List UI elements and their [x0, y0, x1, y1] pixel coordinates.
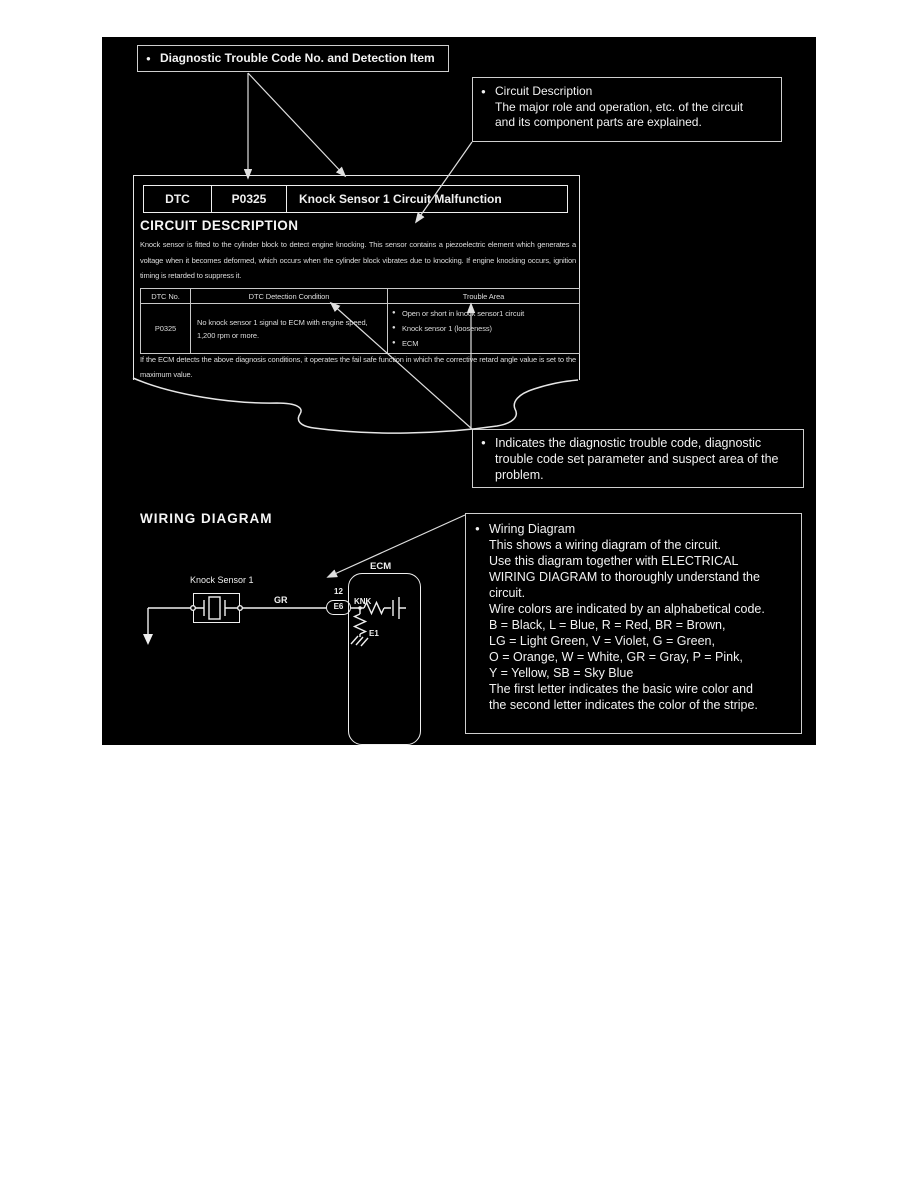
circuit-description-heading: CIRCUIT DESCRIPTION	[140, 218, 299, 233]
bullet-icon: ●	[475, 524, 480, 533]
callout-wiring	[465, 513, 802, 734]
callout-wiring-line: Y = Yellow, SB = Sky Blue	[489, 666, 634, 680]
bullet-icon: ●	[481, 438, 486, 447]
ground-arrow-icon	[143, 634, 153, 645]
callout-wiring-line: Use this diagram together with ELECTRICAL	[489, 554, 739, 568]
callout-circuit-line1: The major role and operation, etc. of the circuit	[495, 99, 744, 114]
callout-wiring-line: Wire colors are indicated by an alphabetical code.	[489, 602, 765, 616]
ecm-box	[348, 573, 421, 745]
wire-left	[148, 608, 193, 634]
dtc-table-cell-no: P0325	[141, 304, 191, 354]
knock-sensor-symbol	[193, 593, 240, 623]
callout-dtc-item	[137, 45, 449, 72]
dtc-banner-label: DTC	[144, 186, 212, 212]
callout-circuit-line2: and its component parts are explained.	[495, 115, 702, 129]
callout-wiring-line: B = Black, L = Blue, R = Red, BR = Brown,	[489, 618, 726, 632]
dtc-table-header-no: DTC No.	[141, 289, 191, 304]
dtc-table	[140, 288, 580, 354]
callout-wiring-line: circuit.	[489, 586, 526, 600]
bullet-icon: ●	[392, 340, 396, 346]
fail-safe-note: If the ECM detects the above diagnosis conditions, it operates the fail safe function in which the corrective retard angle value is set to the maximum value.	[140, 355, 576, 379]
callout-wiring-line: This shows a wiring diagram of the circuit.	[489, 538, 722, 552]
connector-e6: E6	[326, 600, 351, 615]
callout-circuit-description	[472, 77, 782, 142]
manual-page-canvas	[102, 37, 816, 745]
dtc-banner-title: Knock Sensor 1 Circuit Malfunction	[299, 192, 502, 206]
callout-wiring-line: the second letter indicates the color of the stripe.	[489, 698, 758, 712]
wire-color-label: GR	[274, 595, 288, 605]
callout-dtc-item-text: Diagnostic Trouble Code No. and Detection Item	[160, 51, 435, 65]
wiring-diagram-heading: WIRING DIAGRAM	[140, 511, 273, 526]
dtc-banner-code: P0325	[212, 186, 287, 212]
trouble-area-item: Open or short in knock sensor1 circuit	[402, 309, 525, 318]
torn-page-edge	[133, 378, 578, 433]
dtc-banner	[143, 185, 568, 213]
bullet-icon: ●	[392, 325, 396, 331]
bullet-icon: ●	[146, 54, 151, 63]
callout-wiring-line: LG = Light Green, V = Violet, G = Green,	[489, 634, 715, 648]
callout-wiring-title: Wiring Diagram	[489, 522, 576, 536]
dtc-table-cell-trouble	[388, 304, 580, 354]
dtc-table-header-condition: DTC Detection Condition	[191, 289, 388, 304]
callout-wiring-line: WIRING DIAGRAM to thoroughly understand the	[489, 570, 760, 584]
callout-wiring-line: The first letter indicates the basic wire color and	[489, 682, 754, 696]
dtc-table-cell-condition: No knock sensor 1 signal to ECM with engine speed, 1,200 rpm or more.	[191, 304, 388, 354]
trouble-area-item: Knock sensor 1 (looseness)	[402, 324, 492, 333]
bullet-icon: ●	[392, 310, 396, 316]
arrow-wiring-to-ecm	[328, 515, 465, 577]
trouble-area-item: ECM	[402, 339, 419, 348]
callout-wiring-line: O = Orange, W = White, GR = Gray, P = Pink,	[489, 650, 743, 664]
terminal-knk-label: KNK	[354, 597, 372, 606]
circuit-description-body: Knock sensor is fitted to the cylinder block to detect engine knocking. This sensor contains a piezoelectric element which generates a voltage when it becomes deformed, which occurs when the cylinder block vibrates due to knocking. If engine knocking occurs, ignition timing is retarded to suppress it.	[140, 240, 576, 280]
ecm-label: ECM	[370, 561, 392, 572]
callout-circuit-title: Circuit Description	[495, 84, 593, 98]
dtc-table-header-row	[141, 289, 580, 304]
dtc-table-header-trouble: Trouble Area	[388, 289, 580, 304]
callout-indicates	[472, 429, 804, 488]
bullet-icon: ●	[481, 87, 486, 96]
ground-e1-label: E1	[369, 629, 379, 638]
knock-sensor-label: Knock Sensor 1	[190, 575, 254, 585]
arrow-dtc-to-title	[248, 73, 345, 176]
connector-pin-label: 12	[334, 587, 343, 596]
table-row	[141, 304, 580, 354]
callout-indicates-text: Indicates the diagnostic trouble code, diagnostic trouble code set parameter and suspect area of the problem.	[495, 436, 779, 482]
